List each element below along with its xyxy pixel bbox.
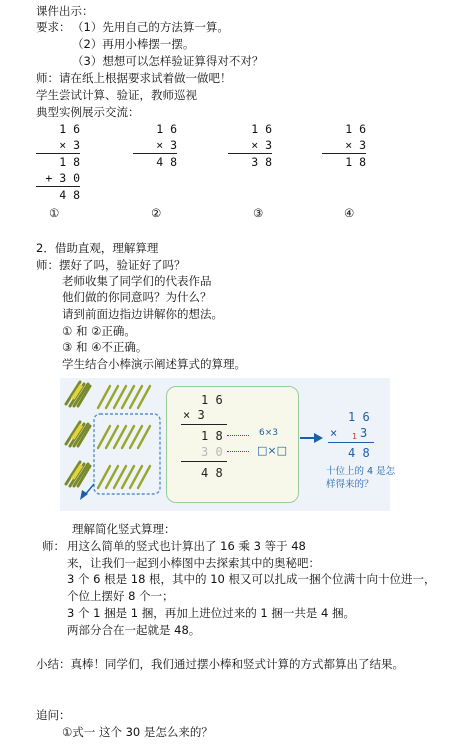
panel-dots-2 <box>227 451 249 452</box>
followup-label: 追问： <box>36 708 71 722</box>
panel-op: × 3 <box>183 408 205 422</box>
calc-1-result: 4 8 <box>36 186 80 203</box>
bundle-1-icon <box>66 382 90 406</box>
explain-line-3: 3 个 6 根是 18 根，其中的 10 根又可以扎成一捆个位满十向十位进一， <box>67 572 436 586</box>
calc-4-top: 1 6 <box>345 122 366 136</box>
explain-line-1: 用这么简单的竖式也计算出了 16 乘 3 等于 48 <box>67 539 306 553</box>
understand-title: 理解简化竖式算理： <box>72 522 176 536</box>
requirement-3: （3）想想可以怎样验证算得对不对？ <box>72 54 264 68</box>
panel-note-2: □×□ <box>257 444 288 457</box>
section-2-line-3: 请到前面边指边讲解你的想法。 <box>62 307 223 321</box>
calc-4-label: ④ <box>344 206 355 220</box>
teacher-2-label: 师： <box>42 539 65 553</box>
explain-line-6: 两部分合在一起就是 48。 <box>67 623 201 637</box>
panel-rule-1 <box>181 424 227 425</box>
right-carry: 1 <box>352 432 358 441</box>
calc-1-partial-1: 1 8 <box>36 153 80 170</box>
calc-3-top: 1 6 <box>251 122 272 136</box>
calc-4-op: × 3 <box>345 138 366 152</box>
calc-2 <box>133 121 177 170</box>
right-op: × <box>330 426 338 440</box>
explain-line-4: 个位上摆好 8 个一； <box>67 589 174 603</box>
calc-3-result: 3 8 <box>228 153 272 170</box>
requirement-2: （2）再用小棒摆一摆。 <box>72 37 195 51</box>
explain-line-2: 来，让我们一起到小棒图中去探索其中的奥秘吧： <box>67 556 320 570</box>
section-2-title: 2．借助直观，理解算理 <box>36 241 159 255</box>
right-caption-2: 样得来的？ <box>326 479 374 490</box>
explain-line-5: 3 个 1 捆是 1 捆，再加上进位过来的 1 捆一共是 4 捆。 <box>67 606 355 620</box>
panel-top: 1 6 <box>201 393 223 407</box>
teacher-question: 师：摆好了吗，验证好了吗？ <box>36 258 186 272</box>
right-rule <box>328 442 374 443</box>
requirement-1: （1）先用自己的方法算一算。 <box>72 20 229 34</box>
calc-1 <box>36 121 80 203</box>
section-2-line-6: 学生结合小棒演示阐述算式的算理。 <box>62 357 246 371</box>
panel-partial-2: 3 0 <box>201 445 223 459</box>
section-2-line-5: ③ 和 ④不正确。 <box>62 340 148 354</box>
bundle-3-icon <box>66 462 90 486</box>
right-result: 4 8 <box>348 446 370 460</box>
calc-2-op: × 3 <box>156 138 177 152</box>
calc-1-partial-2: + 3 0 <box>45 171 80 185</box>
teacher-instruction: 师：请在纸上根据要求试着做一做吧！ <box>36 71 232 85</box>
right-caption-1: 十位上的 4 是怎 <box>326 466 396 477</box>
panel-dots-1 <box>227 435 249 436</box>
panel-result: 4 8 <box>201 466 223 480</box>
stick-bundles-illustration <box>60 378 170 511</box>
panel-rule-2 <box>181 461 227 462</box>
calc-2-top: 1 6 <box>156 122 177 136</box>
calc-1-label: ① <box>49 206 60 220</box>
panel-note-1: 6×3 <box>259 428 278 438</box>
calc-1-op: × 3 <box>59 138 80 152</box>
vertical-calc-panel <box>166 386 299 503</box>
followup-item-1: ①式一 这个 30 是怎么来的？ <box>62 725 213 739</box>
summary: 小结：真棒！同学们，我们通过摆小棒和竖式计算的方式都算出了结果。 <box>36 657 404 671</box>
section-2-line-4: ① 和 ②正确。 <box>62 324 136 338</box>
example-intro: 典型实例展示交流： <box>36 105 140 119</box>
calc-4 <box>322 121 366 170</box>
right-top: 1 6 <box>348 410 370 424</box>
panel-partial-1: 1 8 <box>201 429 223 443</box>
bundle-2-icon <box>66 422 90 446</box>
student-activity: 学生尝试计算、验证，教师巡视 <box>36 88 197 102</box>
calc-3-op: × 3 <box>251 138 272 152</box>
calc-4-result: 1 8 <box>322 153 366 170</box>
right-multiplier: 3 <box>360 426 368 440</box>
calc-2-result: 4 8 <box>133 153 177 170</box>
requirements-label: 要求： <box>36 20 71 34</box>
calc-2-label: ② <box>151 206 162 220</box>
loose-sticks-row-1-icon <box>98 386 150 408</box>
loose-sticks-row-2-icon <box>98 426 150 448</box>
calc-3 <box>228 121 272 170</box>
section-2-line-1: 老师收集了同学们的代表作品 <box>62 274 212 288</box>
loose-sticks-row-3-icon <box>98 466 150 488</box>
header: 课件出示： <box>36 4 94 18</box>
calc-3-label: ③ <box>253 206 264 220</box>
section-2-line-2: 他们做的你同意吗？为什么？ <box>62 290 212 304</box>
right-arrow-icon <box>300 432 324 444</box>
calc-1-top: 1 6 <box>59 122 80 136</box>
